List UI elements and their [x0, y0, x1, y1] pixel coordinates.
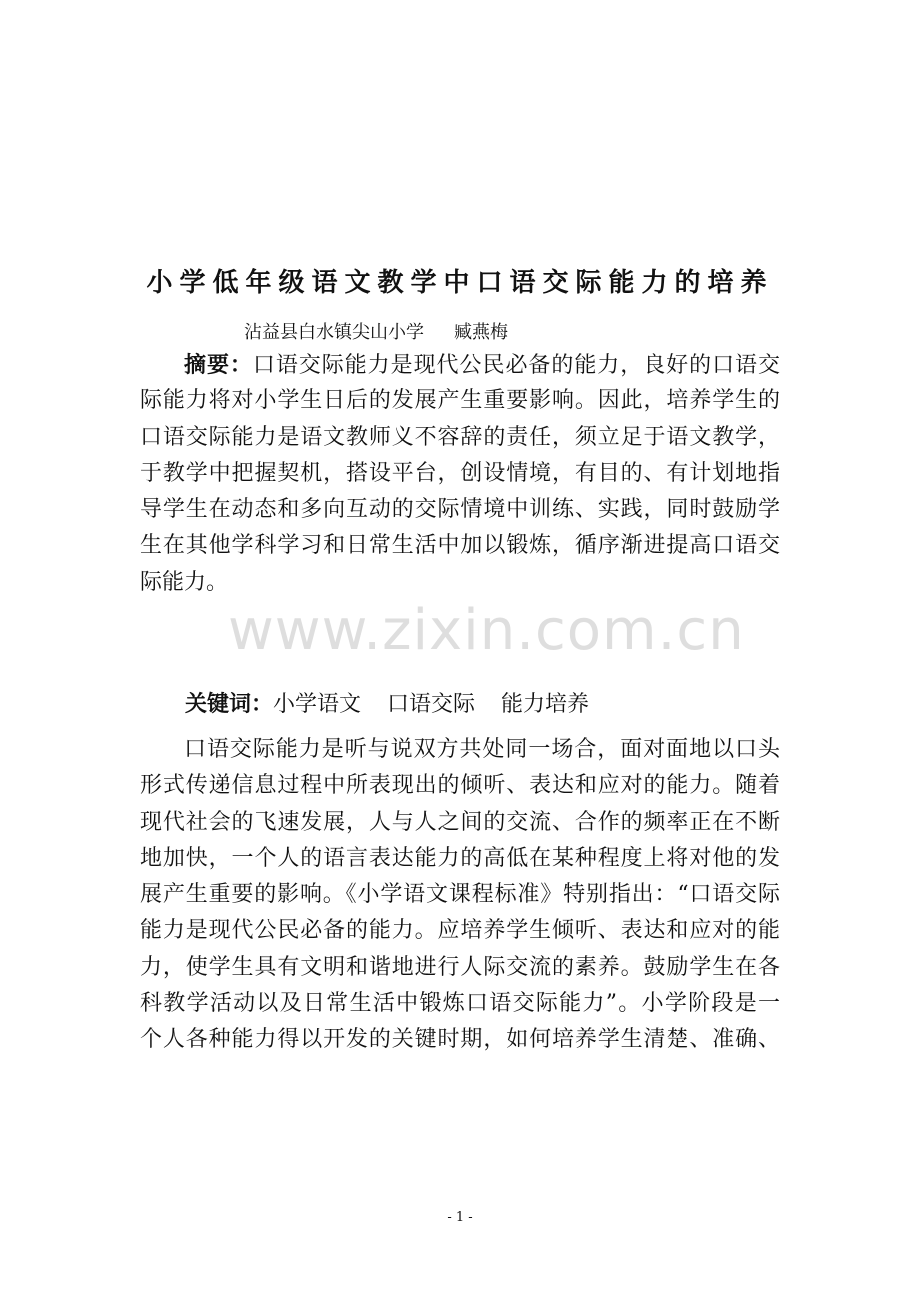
- body-line: 展产生重要的影响。《小学语文课程标准》特别指出：“口语交际: [140, 882, 780, 908]
- watermark: www.zixin.com.cn: [228, 598, 745, 663]
- keyword: 小学语文: [273, 692, 362, 717]
- body-line: 科教学活动以及日常生活中锻炼口语交际能力”。小学阶段是一: [140, 991, 780, 1017]
- abstract-paragraph: [140, 347, 780, 601]
- abstract-line: 口语交际能力是语文教师义不容辞的责任，须立足于语文教学，: [140, 424, 780, 450]
- abstract-line: 生在其他学科学习和日常生活中加以锻炼，循序渐进提高口语交: [140, 533, 780, 559]
- body-paragraph: [140, 732, 780, 1059]
- page-number: - 1 -: [447, 1210, 473, 1225]
- abstract-line: [140, 347, 780, 383]
- body-line: 能力是现代公民必备的能力。应培养学生倾听、表达和应对的能: [140, 918, 780, 944]
- abstract-text: 口语交际能力是现代公民必备的能力，良好的口语交: [252, 353, 780, 378]
- body-line: 形式传递信息过程中所表现出的倾听、表达和应对的能力。随着: [140, 773, 780, 799]
- body-line: 口语交际能力是听与说双方共处同一场合，面对面地以口头: [184, 737, 780, 762]
- keywords-line: [185, 686, 589, 723]
- keyword: 能力培养: [501, 692, 590, 717]
- body-line: 地加快，一个人的语言表达能力的高低在某种程度上将对他的发: [140, 845, 780, 871]
- body-line: 现代社会的飞速发展，人与人之间的交流、合作的频率正在不断: [140, 809, 780, 835]
- keyword: 口语交际: [387, 692, 476, 717]
- author-name: 臧燕梅: [454, 322, 508, 343]
- document-title: 小学低年级语文教学中口语交际能力的培养: [146, 268, 774, 298]
- abstract-line: 际能力将对小学生日后的发展产生重要影响。因此，培养学生的: [140, 388, 780, 414]
- body-line: 力，使学生具有文明和谐地进行人际交流的素养。鼓励学生在各: [140, 954, 780, 980]
- abstract-label: 摘要：: [184, 352, 253, 378]
- byline: [244, 318, 508, 344]
- body-line: 个人各种能力得以开发的关键时期，如何培养学生清楚、准确、: [140, 1027, 780, 1053]
- school-name: 沾益县白水镇尖山小学: [244, 322, 424, 343]
- abstract-line: 际能力。: [140, 569, 229, 595]
- abstract-line: 于教学中把握契机，搭设平台，创设情境，有目的、有计划地指: [140, 460, 780, 486]
- keywords-label: 关键词：: [185, 691, 274, 717]
- abstract-line: 导学生在动态和多向互动的交际情境中训练、实践，同时鼓励学: [140, 497, 780, 523]
